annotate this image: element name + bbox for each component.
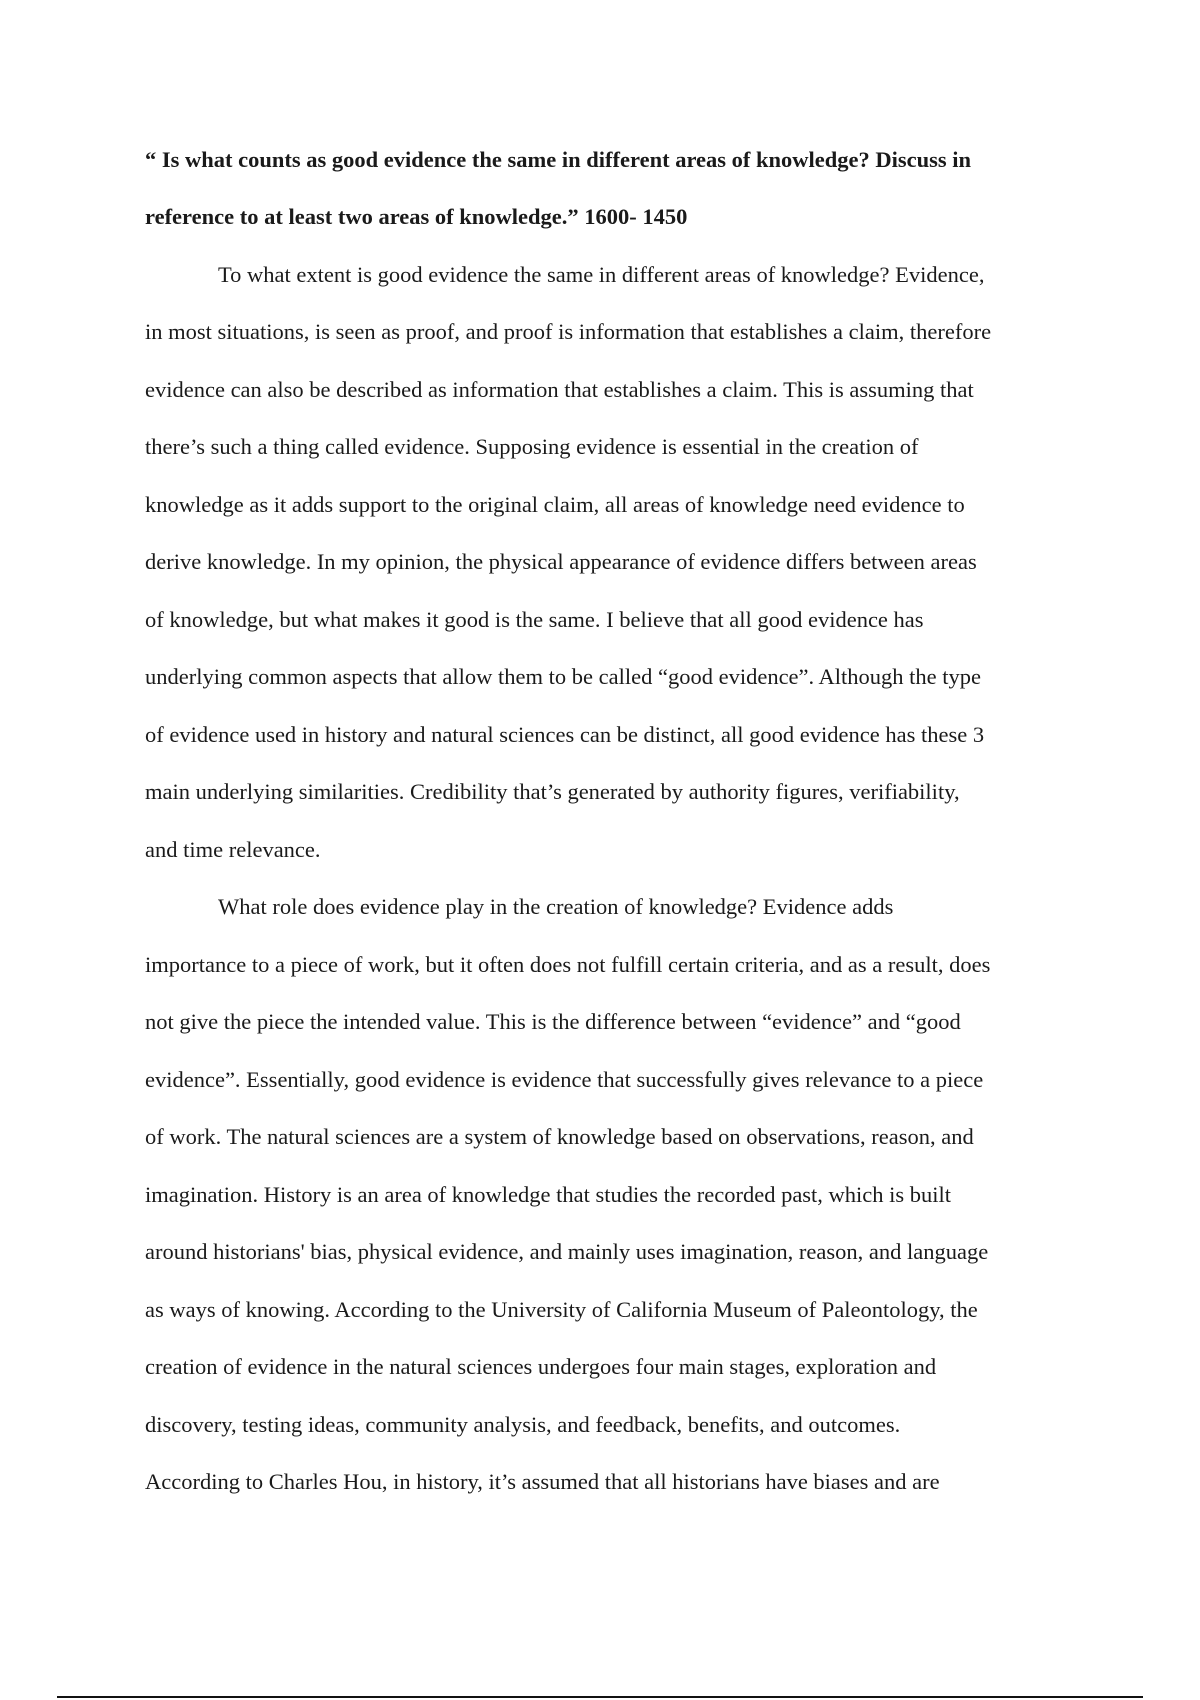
paragraph-1-line-9: of evidence used in history and natural sciences can be distinct, all good evidence has these 3 [145, 722, 985, 747]
paragraph-2-line-9: creation of evidence in the natural sciences undergoes four main stages, exploration and [145, 1354, 937, 1379]
paragraph-1-line-11: and time relevance. [145, 837, 321, 862]
paragraph-1-line-5: knowledge as it adds support to the original claim, all areas of knowledge need evidence to [145, 492, 965, 517]
page-bottom-divider [57, 1696, 1143, 1698]
essay-title-line-2: reference to at least two areas of knowledge.” 1600- 1450 [145, 204, 688, 229]
paragraph-2-line-5: of work. The natural sciences are a system of knowledge based on observations, reason, and [145, 1124, 974, 1149]
paragraph-2-line-4: evidence”. Essentially, good evidence is evidence that successfully gives relevance to a piece [145, 1067, 984, 1092]
paragraph-2-line-7: around historians' bias, physical evidence, and mainly uses imagination, reason, and language [145, 1239, 989, 1264]
paragraph-1-line-6: derive knowledge. In my opinion, the physical appearance of evidence differs between areas [145, 549, 977, 574]
paragraph-1-line-8: underlying common aspects that allow them to be called “good evidence”. Although the type [145, 664, 982, 689]
paragraph-2-line-11: According to Charles Hou, in history, it’s assumed that all historians have biases and are [145, 1469, 940, 1494]
paragraph-1-line-7: of knowledge, but what makes it good is the same. I believe that all good evidence has [145, 607, 924, 632]
paragraph-1-line-4: there’s such a thing called evidence. Supposing evidence is essential in the creation of [145, 434, 919, 459]
paragraph-2-line-6: imagination. History is an area of knowledge that studies the recorded past, which is built [145, 1182, 952, 1207]
paragraph-1-line-1: To what extent is good evidence the same in different areas of knowledge? Evidence, [218, 262, 985, 287]
paragraph-1-line-2: in most situations, is seen as proof, and proof is information that establishes a claim, therefore [145, 319, 992, 344]
paragraph-2-line-8: as ways of knowing. According to the University of California Museum of Paleontology, the [145, 1297, 978, 1322]
essay-title-line-1: “ Is what counts as good evidence the same in different areas of knowledge? Discuss in [145, 147, 972, 172]
paragraph-2-line-3: not give the piece the intended value. This is the difference between “evidence” and “good [145, 1009, 961, 1034]
paragraph-1-line-3: evidence can also be described as information that establishes a claim. This is assuming that [145, 377, 974, 402]
paragraph-2-line-2: importance to a piece of work, but it often does not fulfill certain criteria, and as a result, does [145, 952, 991, 977]
paragraph-2-line-10: discovery, testing ideas, community analysis, and feedback, benefits, and outcomes. [145, 1412, 901, 1437]
paragraph-2-line-1: What role does evidence play in the creation of knowledge? Evidence adds [218, 894, 894, 919]
paragraph-1-line-10: main underlying similarities. Credibility that’s generated by authority figures, verifiability, [145, 779, 960, 804]
